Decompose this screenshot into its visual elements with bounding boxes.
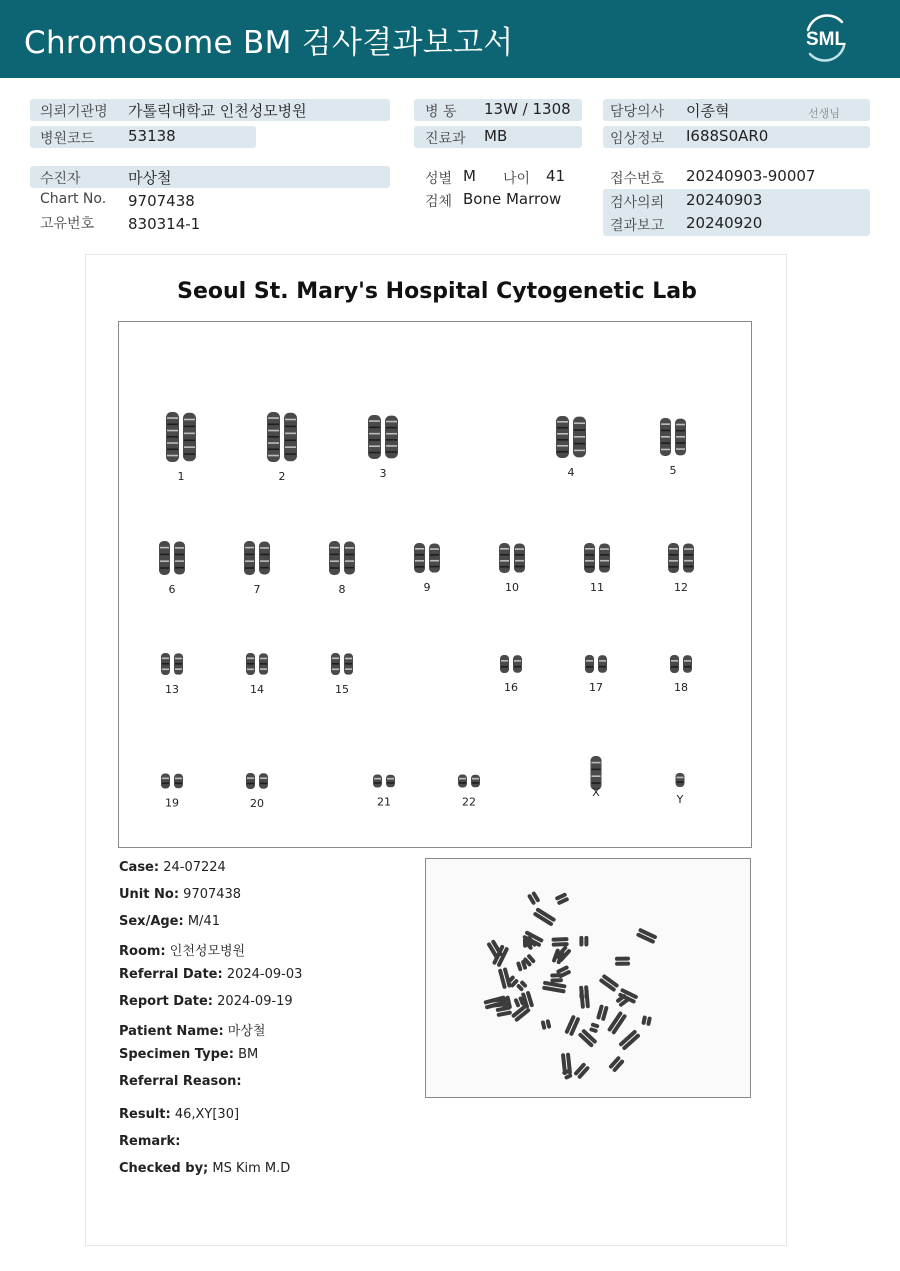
chromosome-pair-14	[246, 653, 268, 675]
metaphase-chromosome	[615, 993, 630, 1007]
metaphase-chromosome	[607, 1011, 627, 1035]
clinical-label: 임상정보	[610, 131, 665, 147]
chromosome-pair-22	[458, 775, 480, 788]
chart-label: Chart No.	[40, 191, 107, 207]
metaphase-spread-image	[425, 858, 751, 1098]
chromosome-label-17: 17	[589, 681, 603, 694]
metaphase-chromosome	[599, 974, 620, 993]
metaphase-chromosome	[641, 1015, 652, 1026]
request-label: 검사의뢰	[610, 195, 665, 211]
unique-label: 고유번호	[40, 216, 95, 232]
metaphase-chromosome	[564, 1015, 580, 1037]
lab-title: Seoul St. Mary's Hospital Cytogenetic Lab	[177, 279, 697, 304]
patient-bar	[30, 166, 390, 188]
ward-label: 병 동	[425, 104, 457, 120]
chromosome-pair-16	[500, 655, 522, 673]
report-value: 20240920	[686, 214, 763, 232]
chromosome-pair-13	[161, 653, 183, 675]
specimen-value: Bone Marrow	[463, 190, 562, 208]
referral-reason-row: Referral Reason:	[119, 1074, 242, 1089]
chromosome-pair-11	[584, 543, 610, 573]
karyogram	[118, 321, 752, 848]
chromosome-label-11: 11	[590, 581, 604, 594]
case-row: Case: 24-07224	[119, 860, 226, 875]
institution-value: 가톨릭대학교 인천성모병원	[128, 102, 307, 120]
sexage-row: Sex/Age: M/41	[119, 914, 220, 929]
chromosome-pair-18	[670, 655, 692, 673]
chromosome-label-22: 22	[462, 795, 476, 809]
patient-value: 마상철	[128, 169, 172, 187]
chromosome-label-8: 8	[338, 583, 346, 596]
metaphase-chromosome	[542, 981, 567, 994]
chromosome-pair-X	[591, 756, 602, 790]
chromosome-pair-20	[246, 773, 268, 789]
referral-date-row: Referral Date: 2024-09-03	[119, 967, 303, 982]
chromosome-label-19: 19	[165, 796, 179, 810]
metaphase-chromosome	[596, 1004, 609, 1021]
department-label: 진료과	[425, 131, 466, 147]
chromosome-label-15: 15	[335, 683, 349, 696]
metaphase-chromosome	[579, 936, 588, 947]
chromosome-label-4: 4	[567, 466, 575, 479]
result-row: Result: 46,XY[30]	[119, 1107, 240, 1122]
chromosome-label-3: 3	[379, 467, 387, 480]
specimen-type-row: Specimen Type: BM	[119, 1047, 259, 1062]
chromosome-pair-Y	[676, 773, 685, 787]
doctor-suffix: 선생님	[808, 107, 840, 120]
metaphase-chromosome	[636, 928, 658, 945]
patient-label: 수진자	[40, 171, 81, 187]
receipt-value: 20240903-90007	[686, 167, 816, 185]
chromosome-pair-6	[159, 541, 185, 575]
chromosome-label-10: 10	[505, 581, 519, 594]
age-label: 나이	[503, 171, 531, 187]
clinical-value: I688S0AR0	[686, 127, 769, 145]
chromosome-label-9: 9	[423, 581, 431, 594]
request-value: 20240903	[686, 191, 763, 209]
chromosome-pair-7	[244, 541, 270, 575]
chromosome-label-X: X	[592, 786, 600, 799]
institution-label: 의뢰기관명	[40, 104, 108, 120]
patient-name-row: Patient Name: 마상철	[119, 1024, 266, 1039]
metaphase-chromosome	[551, 937, 568, 947]
chromosome-pair-1	[166, 412, 196, 462]
doctor-label: 담당의사	[610, 104, 665, 120]
sml-logo	[798, 10, 854, 66]
chromosome-label-21: 21	[377, 795, 391, 809]
chromosome-pair-12	[668, 543, 694, 573]
unique-value: 830314-1	[128, 215, 201, 233]
sex-label: 성별	[425, 171, 453, 187]
chromosome-pair-3	[368, 415, 398, 459]
remark-row: Remark:	[119, 1134, 181, 1149]
chromosome-label-2: 2	[278, 470, 286, 483]
metaphase-chromosome	[527, 891, 541, 906]
chromosome-label-Y: Y	[676, 793, 684, 806]
chromosome-label-14: 14	[250, 683, 264, 696]
specimen-label: 검체	[425, 194, 453, 210]
metaphase-chromosome	[618, 1029, 641, 1051]
report-date-row: Report Date: 2024-09-19	[119, 994, 293, 1009]
chromosome-label-20: 20	[250, 797, 264, 810]
doctor-value: 이종혁	[686, 102, 730, 120]
chromosome-pair-19	[161, 774, 183, 789]
department-value: MB	[484, 127, 508, 145]
chromosome-pair-5	[660, 418, 686, 456]
karyogram-canvas	[119, 322, 751, 847]
header-banner	[0, 0, 900, 78]
chromosome-label-18: 18	[674, 681, 688, 694]
chromosome-label-13: 13	[165, 683, 179, 696]
age-value: 41	[546, 167, 566, 185]
metaphase-chromosome	[615, 957, 630, 966]
report-label: 결과보고	[610, 218, 665, 234]
metaphase-chromosome	[541, 1019, 552, 1030]
chart-value: 9707438	[128, 192, 195, 210]
checked-row: Checked by; MS Kim M.D	[119, 1161, 291, 1176]
report-title: Chromosome BM 검사결과보고서	[24, 25, 514, 61]
hospital-code-label: 병원코드	[40, 131, 95, 147]
metaphase-chromosome	[555, 892, 570, 905]
chromosome-pair-2	[267, 412, 297, 462]
sex-value: M	[463, 167, 476, 185]
chromosome-label-7: 7	[253, 583, 261, 596]
hospital-code-value: 53138	[128, 127, 176, 145]
receipt-label: 접수번호	[610, 171, 665, 187]
chromosome-label-12: 12	[674, 581, 688, 594]
chromosome-label-6: 6	[168, 583, 176, 596]
chromosome-pair-17	[585, 655, 607, 673]
chromosome-pair-10	[499, 543, 525, 573]
chromosome-label-5: 5	[669, 464, 677, 477]
ward-value: 13W / 1308	[484, 100, 571, 118]
metaphase-spread-canvas	[426, 859, 750, 1097]
logo-text: SML	[805, 29, 847, 50]
room-row: Room: 인천성모병원	[119, 944, 246, 959]
metaphase-chromosome	[533, 907, 557, 927]
chromosome-pair-9	[414, 543, 440, 573]
chromosome-label-16: 16	[504, 681, 518, 694]
chromosome-pair-4	[556, 416, 586, 458]
metaphase-chromosome	[573, 1062, 590, 1080]
chromosome-pair-15	[331, 653, 353, 675]
chromosome-pair-21	[373, 775, 395, 788]
metaphase-chromosome	[608, 1055, 625, 1072]
chromosome-label-1: 1	[177, 470, 185, 483]
metaphase-chromosome	[589, 1022, 600, 1033]
unit-row: Unit No: 9707438	[119, 887, 242, 902]
chromosome-pair-8	[329, 541, 355, 575]
